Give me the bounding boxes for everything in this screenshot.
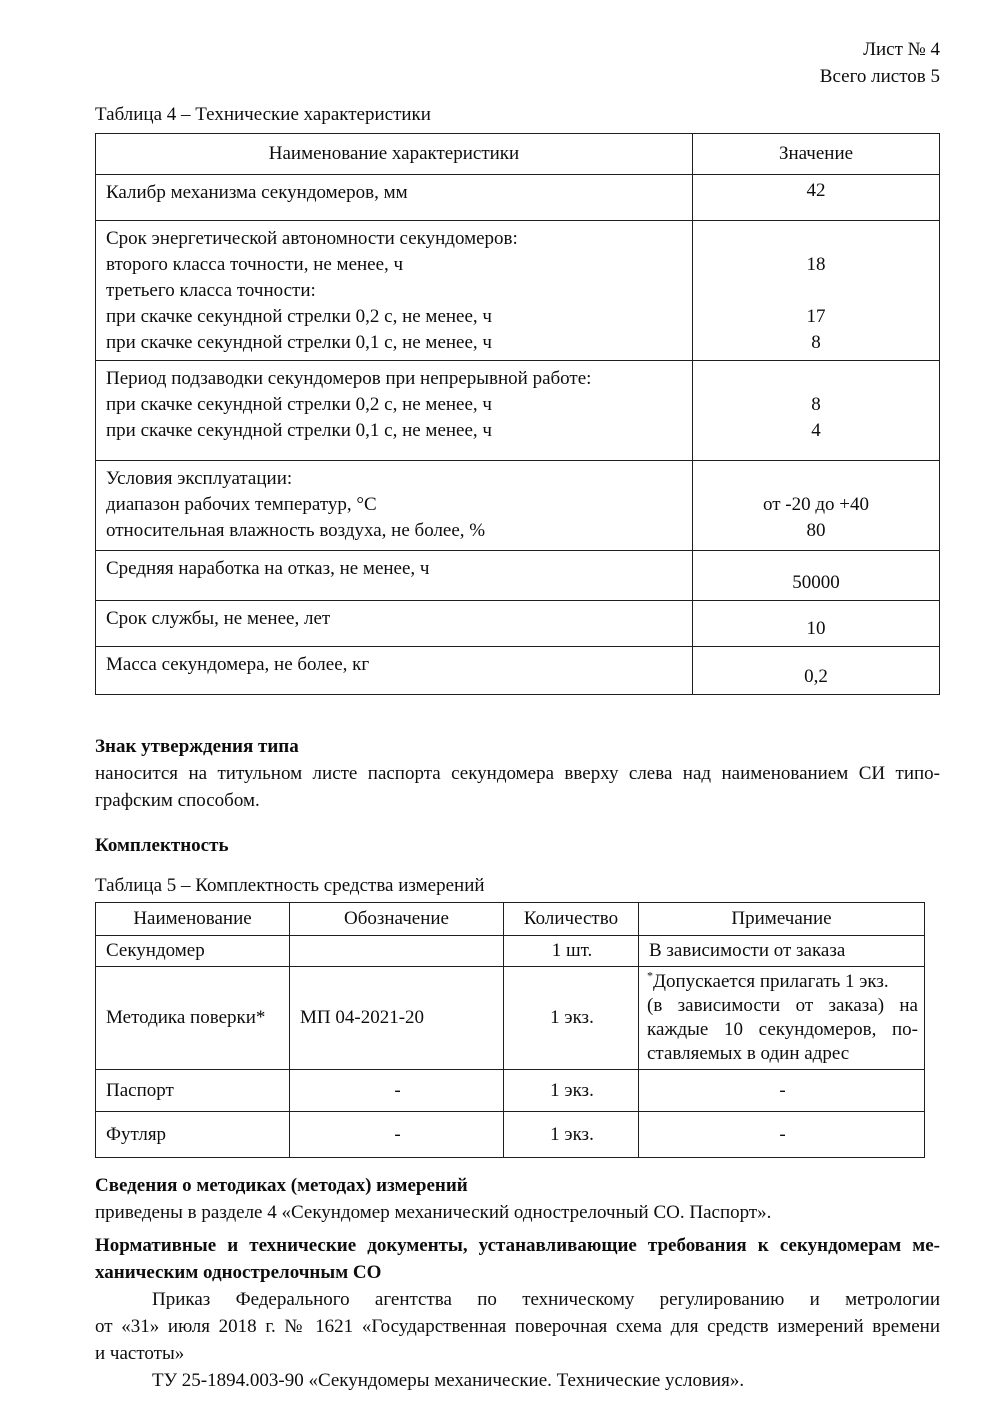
value-cell: 18 17 8 (692, 221, 939, 360)
table4-row (96, 600, 939, 646)
normative-docs-heading-line: ханическим однострелочным СО (95, 1262, 382, 1283)
order-paragraph-line: Приказ Федерального агентства по техническому регулированию и метрологии (152, 1289, 940, 1310)
name-cell: Футляр (106, 1123, 167, 1145)
table5-row (96, 966, 924, 1069)
table5-row (96, 1111, 924, 1157)
table4-row (96, 220, 939, 360)
table4-caption: Таблица 4 – Технические характеристики (95, 104, 431, 125)
characteristic-cell: Средняя наработка на отказ, не менее, ч (106, 558, 430, 579)
note-cell: В зависимости от заказа (638, 936, 924, 966)
name-cell: Паспорт (106, 1079, 174, 1101)
table4-col-header-name: Наименование характеристики (268, 143, 520, 164)
characteristic-cell: Масса секундомера, не более, кг (106, 654, 370, 675)
note-cell: - (638, 1070, 924, 1111)
table4-row (96, 646, 939, 694)
measurement-methods-heading: Сведения о методиках (методах) измерений (95, 1175, 468, 1196)
value-cell: 10 (692, 601, 939, 646)
sheet-header (95, 36, 940, 90)
note-cell: *Допускается прилагать 1 экз. (в зависимости от заказа) на каждые 10 секундомеров, по- ставляемых в один адрес (638, 967, 924, 1069)
value-cell: 42 (692, 175, 939, 220)
note-cell: - (638, 1112, 924, 1157)
table5-row (96, 935, 924, 966)
type-approval-text-line: графским способом. (95, 790, 260, 811)
note-asterisk: * (647, 968, 653, 983)
table5 (95, 902, 925, 1158)
measurement-methods-text: приведены в разделе 4 «Секундомер механический однострелочный СО. Паспорт». (95, 1202, 772, 1223)
value-cell: 8 4 (692, 361, 939, 460)
value-cell: 0,2 (692, 647, 939, 694)
table5-col-header-name: Наименование (133, 908, 252, 929)
total-sheets: Всего листов 5 (819, 66, 940, 87)
table5-header-row (96, 903, 924, 935)
quantity-cell: 1 экз. (503, 1112, 638, 1157)
normative-docs-section (95, 1232, 940, 1394)
table4-row (96, 550, 939, 600)
table5-col-header-quantity: Количество (503, 903, 638, 935)
type-approval-heading: Знак утверждения типа (95, 736, 299, 757)
designation-cell: - (289, 1070, 503, 1111)
sheet-number: Лист № 4 (863, 39, 940, 60)
designation-cell: МП 04-2021-20 (289, 967, 503, 1069)
characteristic-cell: Условия эксплуатации: диапазон рабочих температур, °С относительная влажность воздуха, не более, % (106, 468, 486, 541)
type-approval-text-line: наносится на титульном листе паспорта секундомера вверху слева над наименованием СИ типо- (95, 763, 940, 784)
designation-cell (289, 936, 503, 966)
value-cell: 50000 (692, 551, 939, 600)
characteristic-cell: Срок службы, не менее, лет (106, 608, 331, 629)
characteristic-cell: Калибр механизма секундомеров, мм (106, 182, 408, 203)
tu-paragraph: ТУ 25-1894.003-90 «Секундомеры механические. Технические условия». (152, 1370, 745, 1391)
table4-col-header-value: Значение (692, 134, 939, 174)
name-cell: Секундомер (106, 940, 205, 961)
table5-row (96, 1069, 924, 1111)
value-cell: от -20 до +40 80 (692, 461, 939, 550)
completeness-heading: Комплектность (95, 835, 229, 856)
characteristic-cell: Срок энергетической автономности секундомеров: второго класса точности, не менее, ч третьего класса точности: при скачке секундной стрелки 0,2 с, не менее, ч при скачке секундной стрелки 0,1 с, не менее, ч (106, 228, 518, 353)
name-cell: Методика поверки* (106, 1007, 266, 1028)
table5-col-header-note: Примечание (638, 903, 924, 935)
table4-row (96, 460, 939, 550)
quantity-cell: 1 экз. (503, 967, 638, 1069)
order-paragraph-line: от «31» июля 2018 г. № 1621 «Государственная поверочная схема для средств измерений времени (95, 1316, 940, 1337)
table5-col-header-designation: Обозначение (289, 903, 503, 935)
quantity-cell: 1 экз. (503, 1070, 638, 1111)
table4-row (96, 360, 939, 460)
table4-header-row (96, 134, 939, 174)
table4 (95, 133, 940, 695)
designation-cell: - (289, 1112, 503, 1157)
quantity-cell: 1 шт. (503, 936, 638, 966)
type-approval-section (95, 733, 940, 814)
measurement-methods-section (95, 1172, 940, 1226)
normative-docs-heading-line: Нормативные и технические документы, устанавливающие требования к секундомерам ме- (95, 1235, 940, 1256)
table4-row (96, 174, 939, 220)
table5-caption: Таблица 5 – Комплектность средства измерений (95, 875, 485, 896)
characteristic-cell: Период подзаводки секундомеров при непрерывной работе: при скачке секундной стрелки 0,2 с, не менее, ч при скачке секундной стрелки 0,1 с, не менее, ч (106, 368, 592, 441)
order-paragraph-line: и частоты» (95, 1343, 185, 1364)
